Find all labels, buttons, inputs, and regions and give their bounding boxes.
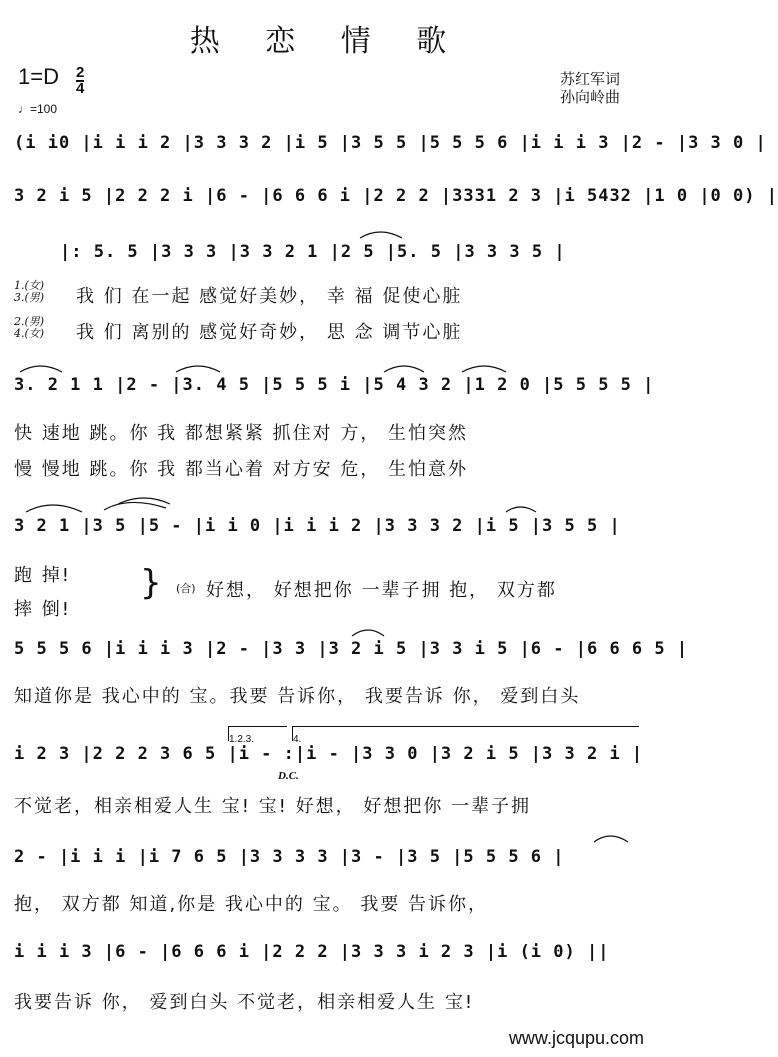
slur xyxy=(26,505,82,512)
tempo-mark: ♩=100 xyxy=(18,102,58,116)
lyricist-credit: 苏红军词 xyxy=(560,70,621,88)
slur xyxy=(462,366,506,372)
lyric-line-7: 不觉老，相亲相爱人生 宝! 宝! 好想， 好想把你 一辈子拥 xyxy=(14,796,532,817)
composer-credit: 孙向岭曲 xyxy=(560,88,621,106)
site-watermark: www.jcqupu.com xyxy=(508,1028,644,1048)
verse-mark-1: 1.(女) xyxy=(14,279,45,292)
verse-mark-3: 3.(男) xyxy=(14,291,45,304)
slur xyxy=(360,232,402,238)
notation-row-3: |: 5. 5 |3 3 3 |3 3 2 1 |2 5 |5. 5 |3 3 3 5 | xyxy=(60,242,566,262)
lyric-line-5b: 摔 倒! xyxy=(14,599,71,620)
brace-mark: } xyxy=(140,563,162,603)
lyric-line-2: 我 们 离别的 感觉好奇妙， 思 念 调节心脏 xyxy=(76,322,463,343)
slur xyxy=(594,836,628,842)
notation-row-8: 2 - |i i i |i 7 6 5 |3 3 3 3 |3 - |3 5 |5 5 5 6 | xyxy=(14,847,565,867)
lyric-line-9: 我要告诉 你， 爱到白头 不觉老，相亲相爱人生 宝! xyxy=(14,992,475,1013)
lyric-line-1: 我 们 在一起 感觉好美妙， 幸 福 促使心脏 xyxy=(76,286,463,307)
lyric-line-5c: 好想， 好想把你 一辈子拥 抱， 双方都 xyxy=(206,580,557,601)
notation-row-6: 5 5 5 6 |i i i 3 |2 - |3 3 |3 2 i 5 |3 3 i 5 |6 - |6 6 6 5 | xyxy=(14,639,689,659)
slur xyxy=(506,507,536,512)
slur xyxy=(104,502,166,510)
slur xyxy=(384,366,424,372)
notation-row-2: 3 2 i 5 |2 2 2 i |6 - |6 6 6 i |2 2 2 |3331 2 3 |i 5432 |1 0 |0 0) | xyxy=(14,186,778,206)
slur xyxy=(352,630,384,636)
volta-last-label: 4. xyxy=(293,734,302,745)
da-capo-mark: D.C. xyxy=(278,770,299,782)
slur xyxy=(20,366,62,372)
lyric-line-3: 快 速地 跳。你 我 都想紧紧 抓住对 方， 生怕突然 xyxy=(14,423,469,444)
verse-mark-4: 4.(女) xyxy=(14,327,45,340)
volta-first-label: 1.2.3. xyxy=(229,734,255,745)
notation-row-7: i 2 3 |2 2 2 3 6 5 |i - :|i - |3 3 0 |3 2 i 5 |3 3 2 i | xyxy=(14,744,644,764)
notation-row-5: 3 2 1 |3 5 |5 - |i i 0 |i i i 2 |3 3 3 2 |i 5 |3 5 5 | xyxy=(14,516,621,536)
song-title: 热 恋 情 歌 xyxy=(189,24,465,59)
meter-bottom: 4 xyxy=(76,80,85,97)
lyric-line-5a: 跑 掉! xyxy=(14,565,71,586)
notation-row-4: 3. 2 1 1 |2 - |3. 4 5 |5 5 5 i |5 4 3 2 |1 2 0 |5 5 5 5 | xyxy=(14,375,655,395)
chorus-tag: (合) xyxy=(176,582,196,595)
verse-mark-2: 2.(男) xyxy=(14,315,45,328)
lyric-line-8: 抱， 双方都 知道,你是 我心中的 宝。 我要 告诉你， xyxy=(14,894,489,915)
lyric-line-6: 知道你是 我心中的 宝。我要 告诉你， 我要告诉 你， 爱到白头 xyxy=(14,686,581,707)
notation-row-1: (i i0 |i i i 2 |3 3 3 2 |i 5 |3 5 5 |5 5 5 6 |i i i 3 |2 - |3 3 0 | xyxy=(14,133,767,153)
meter-top: 2 xyxy=(76,64,85,81)
lyric-line-4: 慢 慢地 跳。你 我 都当心着 对方安 危， 生怕意外 xyxy=(14,459,469,480)
key-signature: 1=D xyxy=(18,64,59,89)
slur xyxy=(176,366,220,372)
notation-row-9: i i i 3 |6 - |6 6 6 i |2 2 2 |3 3 3 i 2 3 |i (i 0) || xyxy=(14,942,610,962)
